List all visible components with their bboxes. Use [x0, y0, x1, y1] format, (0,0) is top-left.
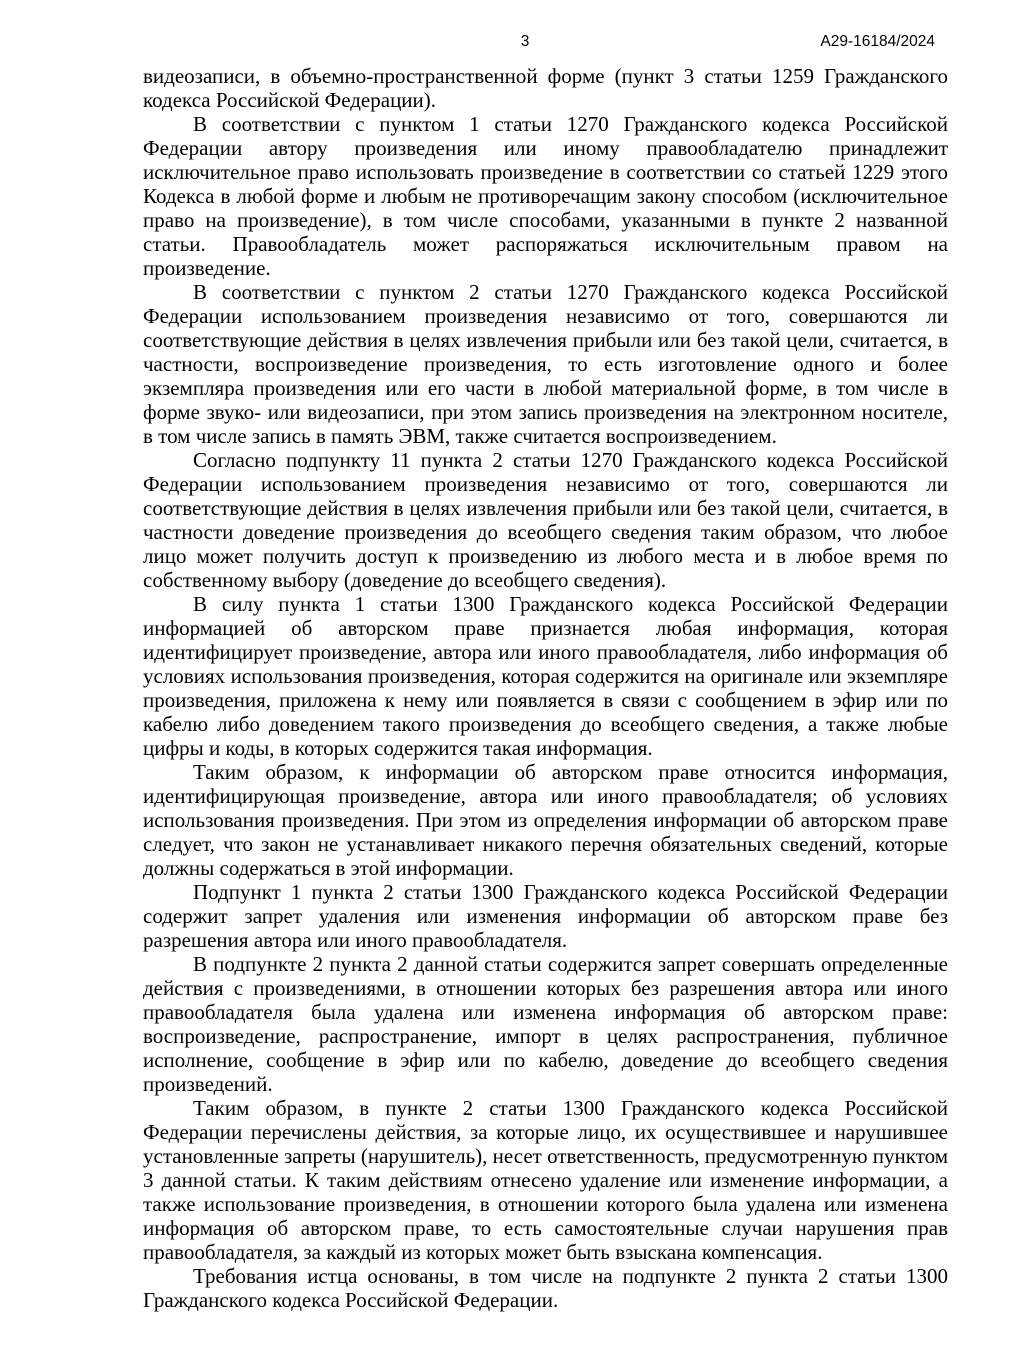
paragraph: В соответствии с пунктом 1 статьи 1270 Гражданского кодекса Российской Федерации автору произведения или иному правообладателю принадлежит исключительное право использовать произведение в соответствии со статьей 1229 этого Кодекса в любой форме и любым не противоречащим закону способом (исключительное право на произведение), в том числе способами, указанными в пункте 2 названной статьи. Правообладатель может распоряжаться исключительным правом на произведение. — [143, 112, 948, 280]
paragraph: В силу пункта 1 статьи 1300 Гражданского кодекса Российской Федерации информацией об авторском праве признается любая информация, которая идентифицирует произведение, автора или иного правообладателя, либо информация об условиях использования произведения, которая содержится на оригинале или экземпляре произведения, приложена к нему или появляется в связи с сообщением в эфир или по кабелю либо доведением такого произведения до всеобщего сведения, а также любые цифры и коды, в которых содержится такая информация. — [143, 592, 948, 760]
paragraph: видеозаписи, в объемно-пространственной форме (пункт 3 статьи 1259 Гражданского кодекса Российской Федерации). — [143, 64, 948, 112]
paragraph: В подпункте 2 пункта 2 данной статьи содержится запрет совершать определенные действия с произведениями, в отношении которых без разрешения автора или иного правообладателя была удалена или изменена информация об авторском праве: воспроизведение, распространение, импорт в целях распространения, публичное исполнение, сообщение в эфир или по кабелю, доведение до всеобщего сведения произведений. — [143, 952, 948, 1096]
paragraph: Подпункт 1 пункта 2 статьи 1300 Гражданского кодекса Российской Федерации содержит запрет удаления или изменения информации об авторском праве без разрешения автора или иного правообладателя. — [143, 880, 948, 952]
paragraph: Таким образом, к информации об авторском праве относится информация, идентифицирующая произведение, автора или иного правообладателя; об условиях использования произведения. При этом из определения информации об авторском праве следует, что закон не устанавливает никакого перечня обязательных сведений, которые должны содержаться в этой информации. — [143, 760, 948, 880]
paragraph: Требования истца основаны, в том числе на подпункте 2 пункта 2 статьи 1300 Гражданского кодекса Российской Федерации. — [143, 1264, 948, 1312]
page-number: 3 — [520, 33, 530, 50]
paragraph: Согласно подпункту 11 пункта 2 статьи 1270 Гражданского кодекса Российской Федерации использованием произведения независимо от того, совершаются ли соответствующие действия в целях извлечения прибыли или без такой цели, считается, в частности доведение произведения до всеобщего сведения таким образом, что любое лицо может получить доступ к произведению из любого места и в любое время по собственному выбору (доведение до всеобщего сведения). — [143, 448, 948, 592]
document-body — [143, 64, 948, 1312]
paragraph: Таким образом, в пункте 2 статьи 1300 Гражданского кодекса Российской Федерации перечислены действия, за которые лицо, их осуществившее и нарушившее установленные запреты (нарушитель), несет ответственность, предусмотренную пунктом 3 данной статьи. К таким действиям отнесено удаление или изменение информации, а также использование произведения, в отношении которого была удалена или изменена информация об авторском праве, то есть самостоятельные случаи нарушения прав правообладателя, за каждый из которых может быть взыскана компенсация. — [143, 1096, 948, 1264]
page-header — [143, 33, 948, 55]
case-number: А29-16184/2024 — [820, 33, 935, 50]
paragraph: В соответствии с пунктом 2 статьи 1270 Гражданского кодекса Российской Федерации использованием произведения независимо от того, совершаются ли соответствующие действия в целях извлечения прибыли или без такой цели, считается, в частности, воспроизведение произведения, то есть изготовление одного и более экземпляра произведения или его части в любой материальной форме, в том числе в форме звуко- или видеозаписи, при этом запись произведения на электронном носителе, в том числе запись в память ЭВМ, также считается воспроизведением. — [143, 280, 948, 448]
